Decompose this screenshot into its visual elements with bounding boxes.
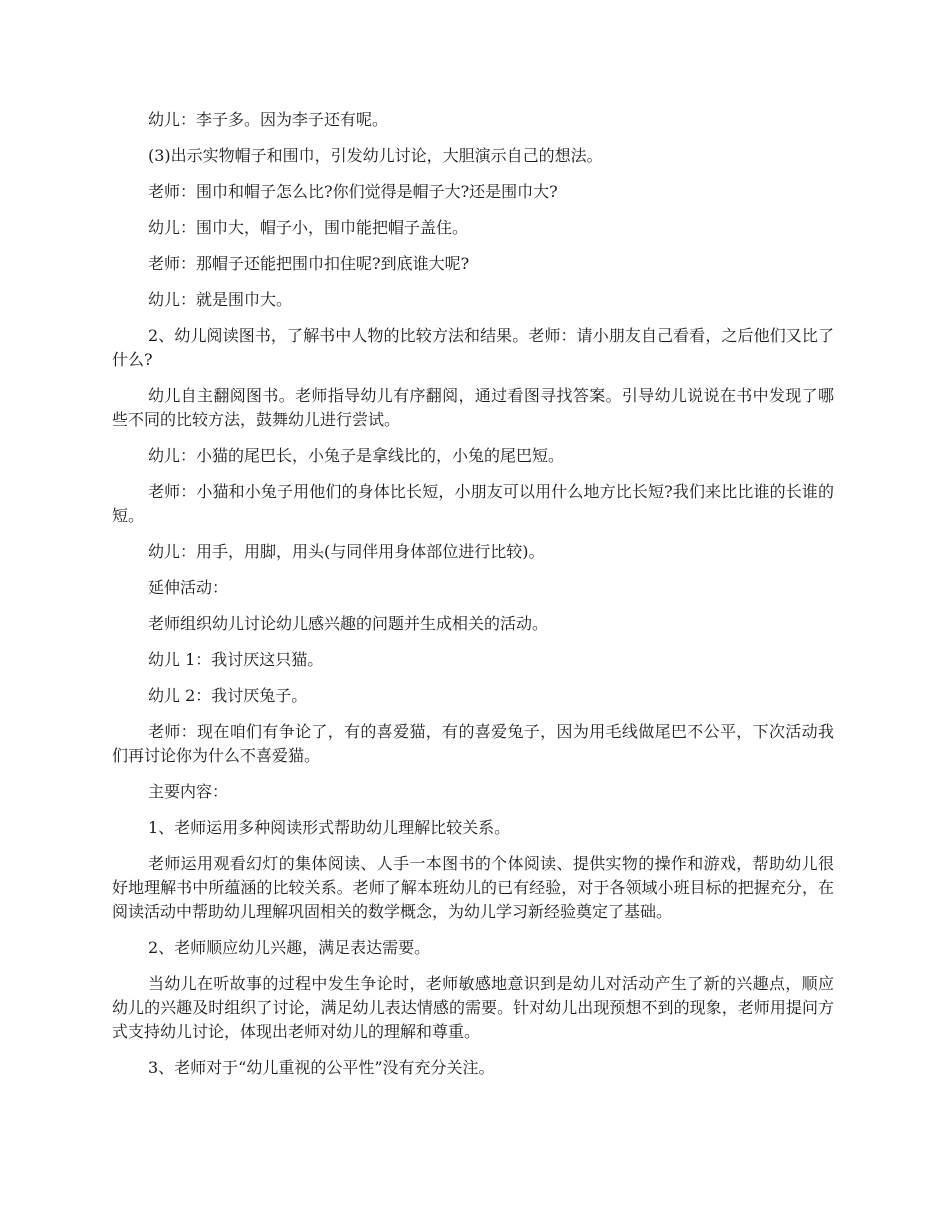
paragraph: 幼儿：李子多。因为李子还有呢。 (148, 110, 389, 129)
paragraph: 幼儿自主翻阅图书。老师指导幼儿有序翻阅，通过看图寻找答案。引导幼儿说说在书中发现了哪些不同的比较方法，鼓舞幼儿进行尝试。 (112, 386, 834, 429)
section-heading: 延伸活动： (148, 578, 229, 597)
paragraph: 幼儿 1：我讨厌这只猫。 (148, 650, 324, 669)
paragraph: 老师组织幼儿讨论幼儿感兴趣的问题并生成相关的活动。 (148, 614, 549, 633)
paragraph: 2、幼儿阅读图书，了解书中人物的比较方法和结果。老师：请小朋友自己看看，之后他们又比了什么? (112, 326, 834, 369)
paragraph: 幼儿：用手，用脚，用头(与同伴用身体部位进行比较)。 (148, 542, 545, 561)
paragraph: 老师：围巾和帽子怎么比?你们觉得是帽子大?还是围巾大? (148, 182, 558, 201)
paragraph: 老师：现在咱们有争论了，有的喜爱猫，有的喜爱兔子，因为用毛线做尾巴不公平，下次活动我们再讨论你为什么不喜爱猫。 (112, 722, 834, 765)
paragraph: 幼儿：小猫的尾巴长，小兔子是拿线比的，小兔的尾巴短。 (148, 446, 565, 465)
paragraph: 2、老师顺应幼儿兴趣，满足表达需要。 (148, 938, 431, 957)
paragraph: 幼儿：就是围巾大。 (148, 290, 293, 309)
paragraph: 3、老师对于“幼儿重视的公平性”没有充分关注。 (148, 1058, 495, 1077)
paragraph: 老师：那帽子还能把围巾扣住呢?到底谁大呢? (148, 254, 470, 273)
paragraph: 幼儿：围巾大，帽子小，围巾能把帽子盖住。 (148, 218, 469, 237)
paragraph: 幼儿 2：我讨厌兔子。 (148, 686, 308, 705)
paragraph: 老师运用观看幻灯的集体阅读、人手一本图书的个体阅读、提供实物的操作和游戏，帮助幼儿很好地理解书中所蕴涵的比较关系。老师了解本班幼儿的已有经验，对于各领域小班目标的把握充分，在阅读活动中帮助幼儿理解巩固相关的数学概念，为幼儿学习新经验奠定了基础。 (112, 854, 834, 921)
paragraph: 老师：小猫和小兔子用他们的身体比长短，小朋友可以用什么地方比长短?我们来比比谁的长谁的短。 (112, 482, 834, 525)
paragraph: 当幼儿在听故事的过程中发生争论时，老师敏感地意识到是幼儿对活动产生了新的兴趣点，顺应幼儿的兴趣及时组织了讨论，满足幼儿表达情感的需要。针对幼儿出现预想不到的现象，老师用提问方式支持幼儿讨论，体现出老师对幼儿的理解和尊重。 (112, 974, 834, 1041)
paragraph: (3)出示实物帽子和围巾，引发幼儿讨论，大胆演示自己的想法。 (148, 146, 603, 165)
paragraph: 1、老师运用多种阅读形式帮助幼儿理解比较关系。 (148, 818, 511, 837)
document-page (112, 108, 834, 1092)
section-heading: 主要内容： (148, 782, 229, 801)
